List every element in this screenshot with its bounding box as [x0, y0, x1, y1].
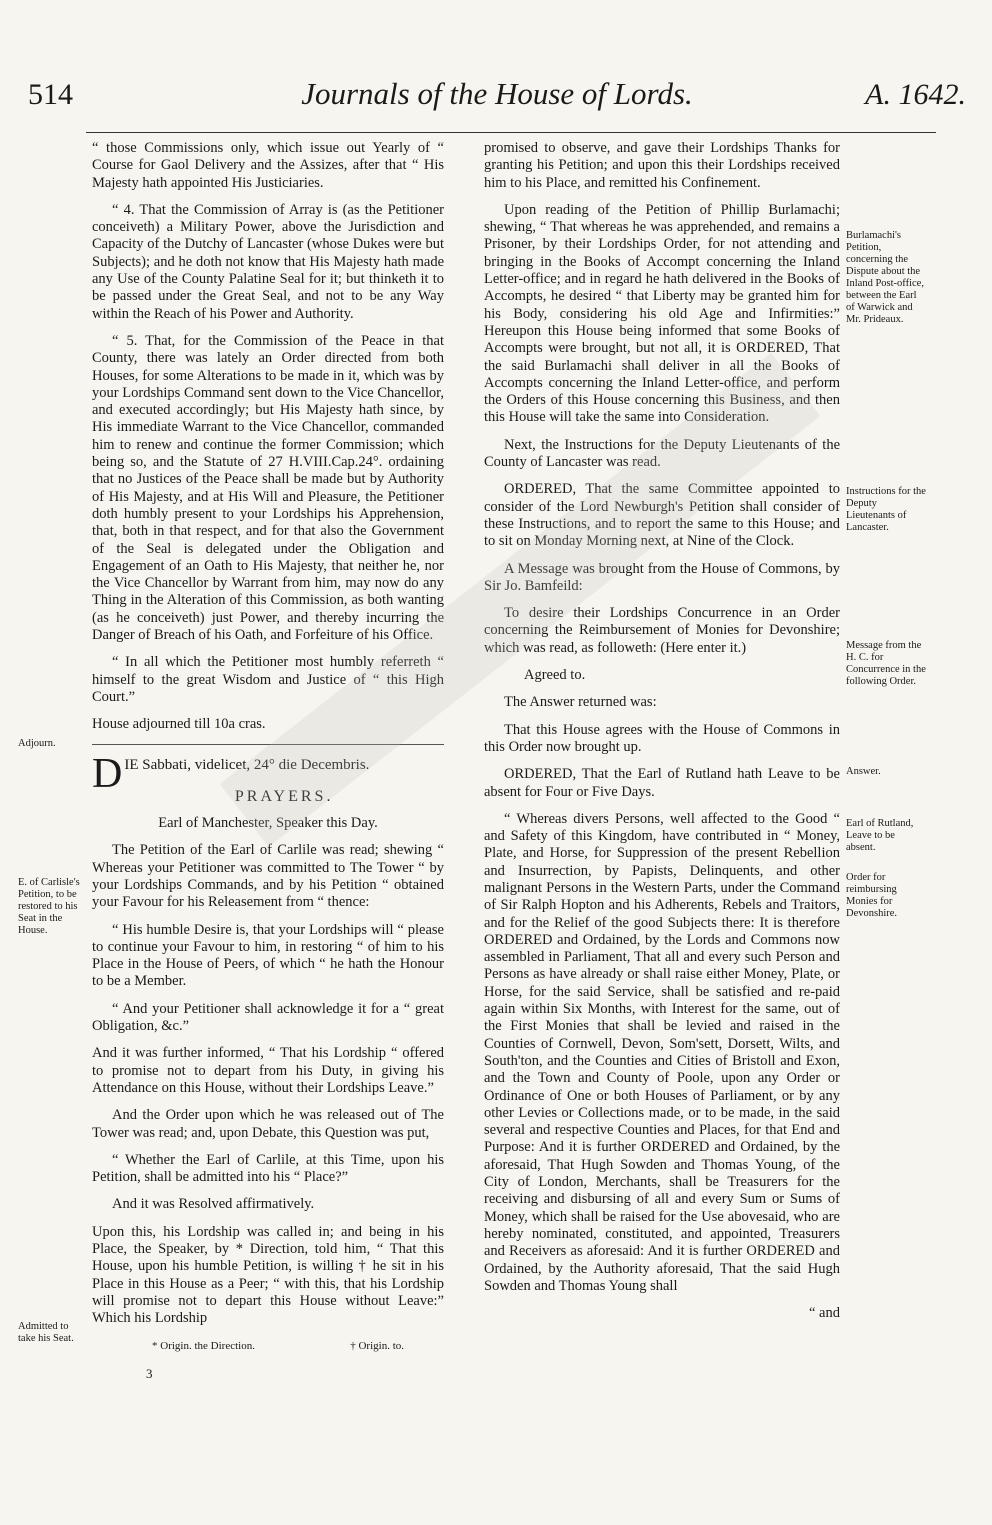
paragraph: “ Whereas divers Persons, well affected to the Good “ and Safety of this Kingdom, have contributed in “ Money, Plate, and Horse, for Suppression of the present Rebellion and Insurrection, by Papists, Delinquents, and other malignant Persons in the Western Parts, under the Command of Sir Ralph Hopton and his Adherents, Rebels and Traitors, and for the Relief of the good Subjects there: It is therefore ORDERED and Ordained, by the Lords and Commons now assembled in Parliament, That all and every such Person and Persons as have already or shall raise either Money, Plate, or Horse, for the said Service, shall be satisfied and re-paid again within Six Months, with Interest for the same, out of the First Monies that shall be levied and raised in the Counties of Cornwell, Devon, Som'sett, Dorsett, Wilts, and South'ton, and the Counties and Cities of Bristoll and Exon, and the Town and County of Poole, upon any Order or Ordinance of One or both Houses of Parliament, or by any other Levies or Collections made, or to be made, in the said several and respective Counties and Places, for that End and Purpose: And it is further ORDERED and Ordained, by the aforesaid, That Hugh Sowden and Thomas Young, of the City of London, Merchants, shall be Treasurers for the receiving and disbursing of all and every Sum or Sums of Money, which shall be raised for the Use abovesaid, who are hereby nominated, constituted, and appointed, Treasurers and Receivers as aforesaid: And it is further ORDERED and Ordained, by the Authority aforesaid, That the said Hugh Sowden and Thomas Young shall: [484, 810, 840, 1294]
margin-note-answer: Answer.: [846, 766, 881, 777]
paragraph: promised to observe, and gave their Lordships Thanks for granting his Petition; and upon this their Lordships received him to his Place, and remitted his Confinement.: [484, 140, 840, 191]
signature-mark: 3: [146, 1365, 153, 1381]
paragraph: ORDERED, That the Earl of Rutland hath Leave to be absent for Four or Five Days.: [484, 766, 840, 800]
paragraph: “ those Commissions only, which issue out Yearly of “ Course for Gaol Delivery and the Assizes, after that “ His Majesty hath appointed His Justiciaries.: [92, 140, 444, 191]
paragraph: That this House agrees with the House of Commons in this Order now brought up.: [484, 721, 840, 755]
margin-note-adjourn: Adjourn.: [18, 738, 56, 749]
agreed-line: Agreed to.: [524, 667, 586, 684]
paragraph: “ Whether the Earl of Carlile, at this Time, upon his Petition, shall be admitted into his “ Place?”: [92, 1151, 444, 1186]
catchword: “ and: [809, 1305, 840, 1322]
right-column: [484, 140, 840, 1332]
adjourned-line: House adjourned till 10a cras.: [92, 716, 266, 733]
prayers-heading: PRAYERS.: [234, 787, 334, 805]
margin-note-carlisle: E. of Carlisle's Petition, to be restored to his Seat in the House.: [18, 877, 80, 936]
paragraph: Upon this, his Lordship was called in; and being in his Place, the Speaker, by * Direction, told him, “ That this House, upon his humble Petition, is willing † he sit in his Place in this House as a Peer; “ with this, that his Lordship will promise not to depart this House without Leave:” Which his Lordship: [92, 1223, 444, 1327]
page-header: [22, 74, 972, 126]
paragraph: “ 4. That the Commission of Array is (as the Petitioner conceiveth) a Military Power, above the Jurisdiction and Capacity of the Dutchy of Lancaster (whose Dukes were but Subjects); and he doth not know that His Majesty hath made any Use of the County Palatine Seal for it; but thinketh it to be passed under the Great Seal, and not to be any Way within the Reach of his Power and Authority.: [92, 201, 444, 322]
header-rule: [86, 132, 936, 133]
paragraph: “ 5. That, for the Commission of the Peace in that County, there was lately an Order directed from both Houses, for some Alterations to be made in it, which was by your Lordships Command sent down to the Vice Chancellor, and executed accordingly; but His Majesty hath since, by His immediate Warrant to the Vice Chancellor, commanded him to renew and continue the former Commission; which being so, and the Statute of 27 H.VIII.Cap.24°. ordaining that no Justices of the Peace shall be made but by Authority of His Majesty, and at His Will and Pleasure, the Petitioner doth humbly present to your Lordships his Apprehension, that, both in that respect, and for that also the Government of the Seal is delegated under the Obligation and Engagement of an Oath to His Majesty, that neither he, nor the Vice Chancellor by Warrant from him, may now do any Thing in the Alteration of this Commission, as both wanting (as he conceiveth) just Power, and thereby incurring the Danger of Breach of his Oath, and Forfeiture of his Office.: [92, 332, 444, 644]
day-heading-text: IE Sabbati, videlicet, 24° die Decembris.: [124, 756, 370, 773]
year-label: A. 1642.: [865, 78, 966, 111]
paragraph: To desire their Lordships Concurrence in an Order concerning the Reimbursement of Monies for Devonshire; which was read, as followeth: (Here enter it.): [484, 605, 840, 656]
drop-cap: D: [92, 750, 123, 797]
speaker-line: Earl of Manchester, Speaker this Day.: [158, 815, 378, 832]
footnote: † Origin. to.: [350, 1339, 404, 1352]
margin-note-message: Message from the H. C. for Concurrence in the following Order.: [846, 640, 926, 687]
margin-note-admitted: Admitted to take his Seat.: [18, 1321, 74, 1344]
paragraph: Upon reading of the Petition of Phillip Burlamachi; shewing, “ That whereas he was apprehended, and remains a Prisoner, by their Lordships Order, for not attending and bringing in the Books of Accompt concerning the Inland Letter-office; and in regard he hath delivered in the Books of Accompts, he desired “ that Liberty may be granted him for his Body, considering his old Age and Infirmities:” Hereupon this House being informed that some Books of Accompts were brought, but not all, it is ORDERED, That the said Burlamachi shall deliver in all the Books of Accompts concerning the Inland Letter-office, and perform the Orders of this House concerning this Business, and then this House will take the same into Consideration.: [484, 201, 840, 426]
page-number: 514: [28, 78, 73, 111]
paragraph: And it was further informed, “ That his Lordship “ offered to promise not to depart from his Duty, in giving his Attendance on this House, without their Lordships Leave.”: [92, 1045, 444, 1096]
footnote: * Origin. the Direction.: [152, 1339, 255, 1352]
paragraph: A Message was brought from the House of Commons, by Sir Jo. Bamfeild:: [484, 560, 840, 594]
answer-line: The Answer returned was:: [504, 694, 657, 711]
running-title: Journals of the House of Lords.: [301, 76, 693, 111]
paragraph: “ His humble Desire is, that your Lordships will “ please to continue your Favour to him, in restoring “ of him to his Place in the House of Peers, of which “ he hath the Honour to be a Member.: [92, 921, 444, 990]
margin-note-burlamachi: Burlamachi's Petition, concerning the Dispute about the Inland Post-office, between the Earl of Warwick and Mr. Prideaux.: [846, 230, 924, 325]
paragraph: ORDERED, That the same Committee appointed to consider of the Lord Newburgh's Petition shall consider of these Instructions, and to report the same to this House; and to sit on Monday Morning next, at Nine of the Clock.: [484, 481, 840, 550]
paragraph: And it was Resolved affirmatively.: [112, 1196, 315, 1213]
paragraph: “ And your Petitioner shall acknowledge it for a “ great Obligation, &c.”: [92, 1000, 444, 1035]
margin-note-order-devonshire: Order for reimbursing Monies for Devonshire.: [846, 872, 898, 919]
footnotes: [92, 1338, 444, 1355]
margin-note-rutland: Earl of Rutland, Leave to be absent.: [846, 818, 914, 853]
margin-note-instructions: Instructions for the Deputy Lieutenants of Lancaster.: [846, 486, 926, 533]
paragraph: Next, the Instructions for the Deputy Lieutenants of the County of Lancaster was read.: [484, 436, 840, 471]
paragraph: The Petition of the Earl of Carlile was read; shewing “ Whereas your Petitioner was committed to The Tower “ by your Lordships Commands, and by his Petition “ obtained your Favour for his Releasement from “ thence:: [92, 842, 444, 911]
paragraph: “ In all which the Petitioner most humbly referreth “ himself to the great Wisdom and Justice of “ this High Court.”: [92, 654, 444, 705]
paragraph: And the Order upon which he was released out of The Tower was read; and, upon Debate, this Question was put,: [92, 1107, 444, 1141]
